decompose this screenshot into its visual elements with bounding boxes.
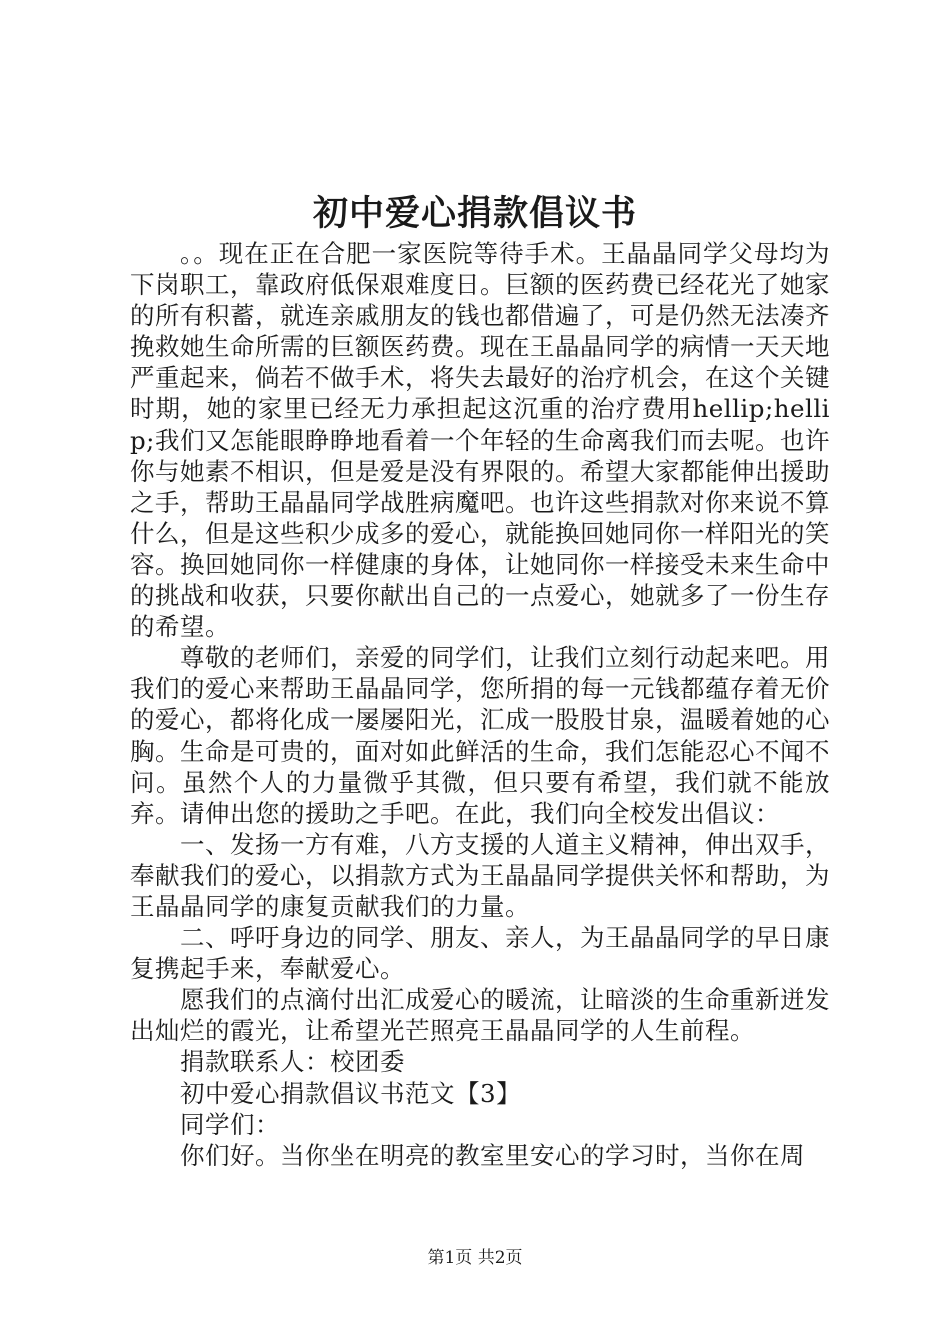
document-title: 初中爱心捐款倡议书 <box>312 193 637 234</box>
paragraph-closing-wish: 愿我们的点滴付出汇成爱心的暖流，让暗淡的生命重新迸发出灿烂的霞光，让希望光芒照亮王晶晶同学的人生前程。 <box>130 985 830 1046</box>
contact-line: 捐款联系人：校团委 <box>180 1047 405 1077</box>
document-body <box>130 238 830 1171</box>
paragraph-call-to-action: 尊敬的老师们，亲爱的同学们，让我们立刻行动起来吧。用我们的爱心来帮助王晶晶同学，您所捐的每一元钱都蕴存着无价的爱心，都将化成一屡屡阳光，汇成一股股甘泉，温暖着她的心胸。生命是可贵的，面对如此鲜活的生命，我们怎能忍心不闻不问。虽然个人的力量微乎其微，但只要有希望，我们就不能放弃。请伸出您的援助之手吧。在此，我们向全校发出倡议： <box>130 643 830 828</box>
page-footer: 第1页 共2页 <box>427 1248 523 1268</box>
salutation: 同学们： <box>180 1109 280 1139</box>
paragraph-patient-situation: 。。现在正在合肥一家医院等待手术。王晶晶同学父母均为下岗职工，靠政府低保艰难度日。巨额的医药费已经花光了她家的所有积蓄，就连亲戚朋友的钱也都借遍了，可是仍然无法凑齐挽救她生命所需的巨额医药费。现在王晶晶同学的病情一天天地严重起来，倘若不做手术，将失去最好的治疗机会，在这个关键时期，她的家里已经无力承担起这沉重的治疗费用hellip;hellip;我们又怎能眼睁睁地看着一个年轻的生命离我们而去呢。也许你与她素不相识，但是爱是没有界限的。希望大家都能伸出援助之手，帮助王晶晶同学战胜病魔吧。也许这些捐款对你来说不算什么，但是这些积少成多的爱心，就能换回她同你一样阳光的笑容。换回她同你一样健康的身体，让她同你一样接受未来生命中的挑战和收获，只要你献出自己的一点爱心，她就多了一份生存的希望。 <box>130 239 830 642</box>
section-heading-sample-3: 初中爱心捐款倡议书范文【3】 <box>180 1078 522 1108</box>
paragraph-proposal-one: 一、发扬一方有难，八方支援的人道主义精神，伸出双手，奉献我们的爱心，以捐款方式为王晶晶同学提供关怀和帮助，为王晶晶同学的康复贡献我们的力量。 <box>130 829 830 921</box>
paragraph-greeting: 你们好。当你坐在明亮的教室里安心的学习时，当你在周 <box>180 1140 805 1170</box>
paragraph-proposal-two: 二、呼吁身边的同学、朋友、亲人，为王晶晶同学的早日康复携起手来，奉献爱心。 <box>130 923 830 984</box>
